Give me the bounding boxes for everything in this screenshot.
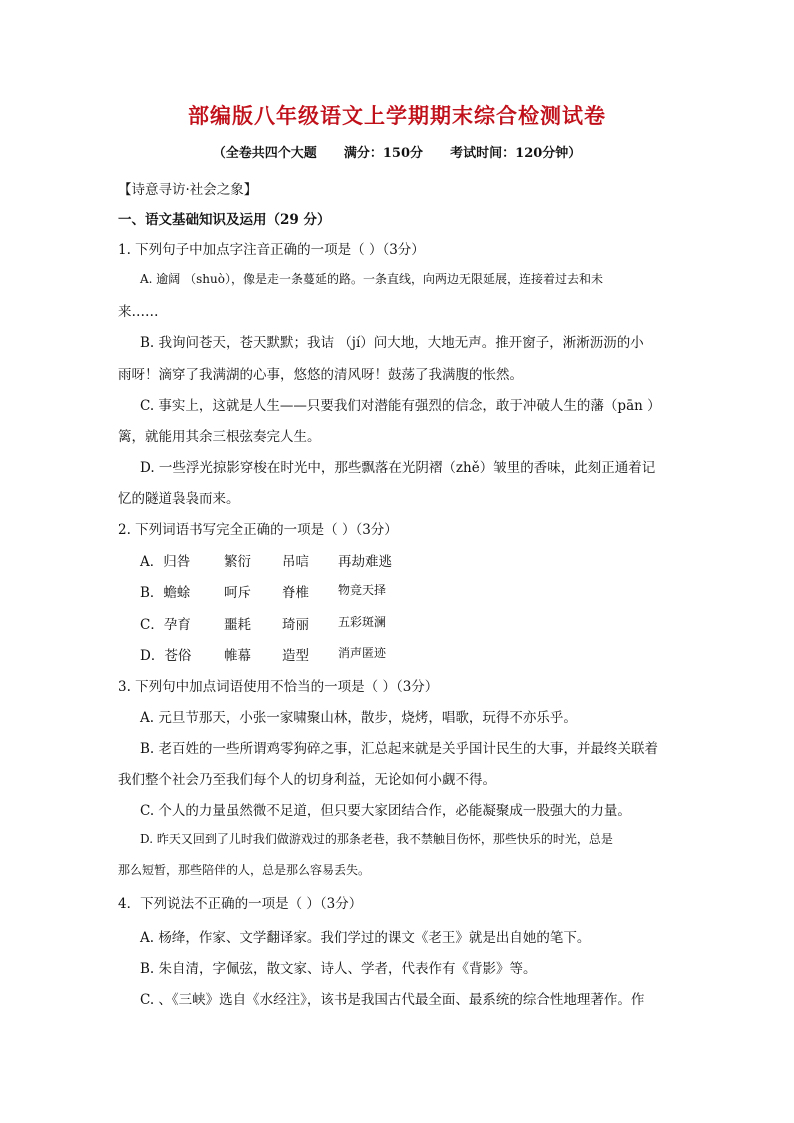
q2-cell: 吊唁 bbox=[282, 554, 309, 570]
exam-title: 部编版八年级语文上学期期末综合检测试卷 bbox=[188, 103, 606, 128]
q1-option-c-cont: 篱，就能用其余三根弦奏完人生。 bbox=[118, 429, 321, 445]
q3-stem: 3. 下列句中加点词语使用不恰当的一项是（ ）（3分） bbox=[118, 679, 439, 695]
q2-cell: 物竞天择 bbox=[338, 583, 387, 597]
q2-cell: 帷幕 bbox=[224, 648, 251, 664]
q1-option-d: D. 一些浮光掠影穿梭在时光中，那些飘落在光阴褶（zhě）皱里的香味，此刻正通着记 bbox=[140, 460, 656, 476]
q2-cell: 繁衍 bbox=[224, 554, 251, 570]
q2-cell: 呵斥 bbox=[224, 585, 251, 601]
q2-cell: 五彩斑澜 bbox=[338, 615, 387, 629]
q2-cell: 噩耗 bbox=[224, 617, 251, 633]
q4-option-a: A. 杨绛，作家、文学翻译家。我们学过的课文《老王》就是出自她的笔下。 bbox=[140, 930, 591, 946]
q1-option-b-cont: 雨呀！滴穿了我满湖的心事，悠悠的清风呀！鼓荡了我满腹的怅然。 bbox=[118, 367, 523, 383]
q2-cell: 琦丽 bbox=[282, 617, 309, 633]
q3-option-c: C. 个人的力量虽然微不足道，但只要大家团结合作，必能凝聚成一股强大的力量。 bbox=[140, 803, 631, 819]
q1-option-d-cont: 忆的隧道袅袅而来。 bbox=[118, 491, 240, 507]
section-tag: 【诗意寻访·社会之象】 bbox=[118, 182, 258, 198]
q2-cell: A．归咎 bbox=[140, 554, 191, 570]
q3-option-d: D. 昨天又回到了儿时我们做游戏过的那条老巷，我不禁触目伤怀，那些快乐的时光，总是 bbox=[140, 832, 613, 846]
q3-option-b: B. 老百姓的一些所谓鸡零狗碎之事，汇总起来就是关乎国计民生的大事，并最终关联着 bbox=[140, 741, 659, 757]
q1-option-b: B. 我询问苍天，苍天默默；我诘 （jí）问大地，大地无声。推开窗子，淅淅沥沥的小 bbox=[140, 335, 644, 351]
q1-option-c: C. 事实上，这就是人生——只要我们对潜能有强烈的信念，敢于冲破人生的藩（pān ） bbox=[140, 398, 661, 414]
q2-cell: B．蟾蜍 bbox=[140, 585, 191, 601]
q4-option-b: B. 朱自清，字佩弦，散文家、诗人、学者，代表作有《背影》等。 bbox=[140, 961, 537, 977]
q3-option-b-cont: 我们整个社会乃至我们每个人的切身利益，无论如何小觑不得。 bbox=[118, 772, 496, 788]
q1-option-a: A. 逾阔 （shuò），像是走一条蔓延的路。一条直线，向两边无限延展，连接着过去和未 bbox=[140, 272, 603, 286]
q1-stem: 1. 下列句子中加点字注音正确的一项是（ ）（3分） bbox=[118, 242, 425, 258]
q3-option-a: A. 元旦节那天，小张一家啸聚山林，散步，烧烤，唱歌，玩得不亦乐乎。 bbox=[140, 710, 577, 726]
q2-cell: D．苍俗 bbox=[140, 648, 192, 664]
q2-cell: 脊椎 bbox=[282, 585, 309, 601]
q1-option-a-cont: 来…… bbox=[118, 304, 159, 320]
q2-cell: C．孕育 bbox=[140, 617, 191, 633]
part1-heading: 一、语文基础知识及运用（29 分） bbox=[118, 212, 331, 228]
q2-cell: 造型 bbox=[282, 648, 309, 664]
q2-cell: 消声匿迹 bbox=[338, 646, 387, 660]
q3-option-d-cont: 那么短暂，那些陪伴的人，总是那么容易丢失。 bbox=[118, 863, 371, 877]
q4-option-c: C. 、《三峡》选自《水经注》，该书是我国古代最全面、最系统的综合性地理著作。作 bbox=[140, 992, 645, 1008]
exam-subtitle: （全卷共四个大题 满分：150分 考试时间：120分钟） bbox=[212, 146, 582, 161]
q2-cell: 再劫难逃 bbox=[338, 554, 392, 570]
q2-stem: 2. 下列词语书写完全正确的一项是（ ）（3分） bbox=[118, 522, 398, 538]
q4-stem: 4．下列说法不正确的一项是（ ）（3分） bbox=[118, 896, 363, 912]
